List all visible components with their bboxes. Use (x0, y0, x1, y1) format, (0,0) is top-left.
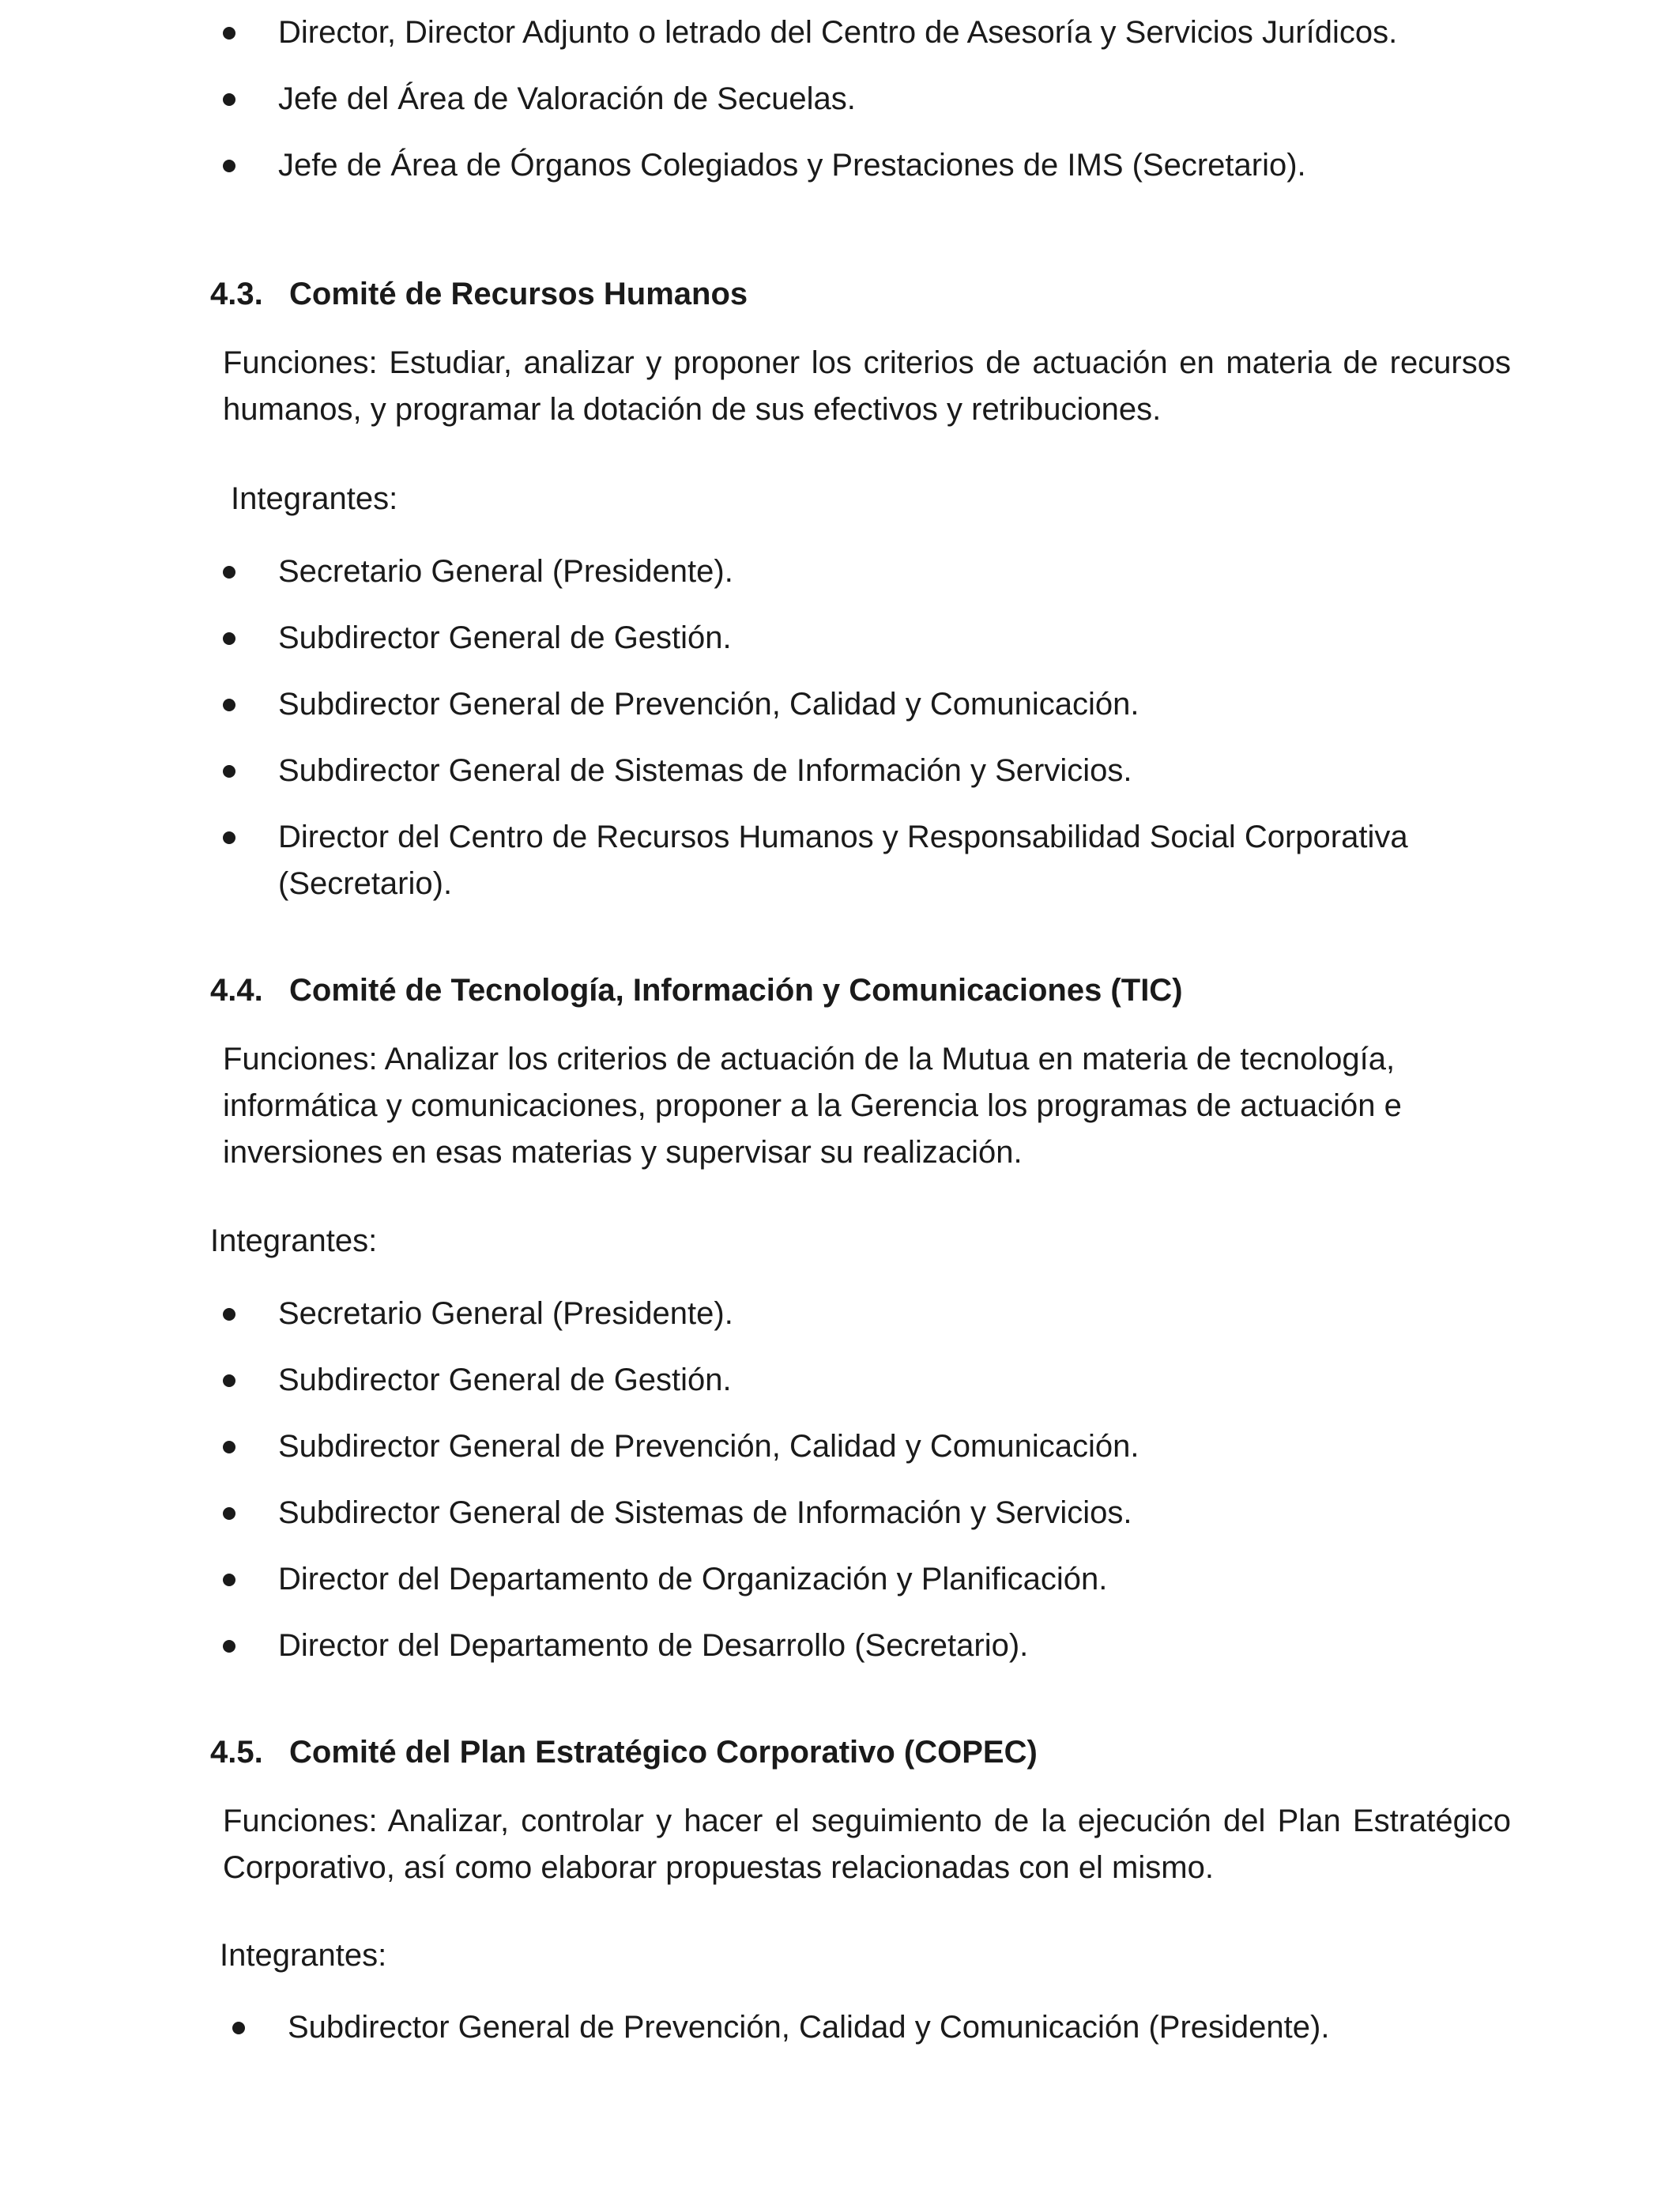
bullet-icon (223, 831, 235, 844)
members-label: Integrantes: (231, 481, 398, 516)
bullet-icon (232, 2022, 245, 2034)
section-number: 4.3. (210, 277, 263, 311)
bullet-icon (223, 632, 235, 645)
members-label: Integrantes: (220, 1938, 387, 1973)
bullet-icon (223, 765, 235, 778)
functions-paragraph: Funciones: Analizar, controlar y hacer el seguimiento de la ejecución del Plan Estratégico Corporativo, así como elaborar propuestas relacionadas con el mismo. (223, 1804, 1511, 1885)
list-item-text: Director del Departamento de Desarrollo (Secretario). (278, 1628, 1029, 1663)
bullet-icon (223, 1374, 235, 1387)
list-item-text: Director del Centro de Recursos Humanos y Responsabilidad Social Corporativa (Secretario). (278, 820, 1408, 901)
section-title: Comité de Tecnología, Información y Comunicaciones (TIC) (289, 973, 1183, 1008)
section-number: 4.5. (210, 1735, 263, 1770)
section-heading-4-3 (210, 271, 748, 318)
bullet-icon (223, 1640, 235, 1653)
list-item-text: Secretario General (Presidente). (278, 554, 733, 589)
section-title: Comité del Plan Estratégico Corporativo (COPEC) (289, 1735, 1038, 1770)
list-item-text: Subdirector General de Gestión. (278, 620, 732, 655)
bullet-icon (223, 699, 235, 711)
list-item-text: Jefe del Área de Valoración de Secuelas. (278, 81, 856, 116)
list-item-text: Director del Departamento de Organización y Planificación. (278, 1562, 1108, 1596)
list-item-text: Subdirector General de Prevención, Calidad y Comunicación (Presidente). (288, 2010, 1330, 2045)
list-item-text: Secretario General (Presidente). (278, 1296, 733, 1331)
bullet-icon (223, 1507, 235, 1520)
section-number: 4.4. (210, 973, 263, 1008)
list-item-text: Subdirector General de Sistemas de Información y Servicios. (278, 1495, 1132, 1530)
list-item-text: Subdirector General de Gestión. (278, 1363, 732, 1397)
bullet-icon (223, 1441, 235, 1453)
functions-paragraph: Funciones: Estudiar, analizar y proponer los criterios de actuación en materia de recursos humanos, y programar la dotación de sus efectivos y retribuciones. (223, 345, 1511, 427)
bullet-icon (223, 160, 235, 172)
members-label: Integrantes: (210, 1223, 378, 1258)
list-item-text: Subdirector General de Sistemas de Información y Servicios. (278, 753, 1132, 788)
section-heading-4-4 (210, 967, 1183, 1014)
list-item-text: Director, Director Adjunto o letrado del Centro de Asesoría y Servicios Jurídicos. (278, 15, 1398, 50)
bullet-icon (223, 1308, 235, 1321)
bullet-icon (223, 566, 235, 579)
list-item-text: Subdirector General de Prevención, Calidad y Comunicación. (278, 687, 1139, 722)
bullet-icon (223, 93, 235, 106)
functions-paragraph: Funciones: Analizar los criterios de actuación de la Mutua en materia de tecnología, informática y comunicaciones, proponer a la Gerencia los programas de actuación e inversiones en esas materias y supervisar su realización. (223, 1042, 1402, 1170)
list-item-text: Subdirector General de Prevención, Calidad y Comunicación. (278, 1429, 1139, 1464)
bullet-icon (223, 27, 235, 40)
list-item-text: Jefe de Área de Órganos Colegiados y Prestaciones de IMS (Secretario). (278, 148, 1306, 183)
section-heading-4-5 (210, 1729, 1038, 1776)
section-title: Comité de Recursos Humanos (289, 277, 748, 311)
bullet-icon (223, 1574, 235, 1586)
